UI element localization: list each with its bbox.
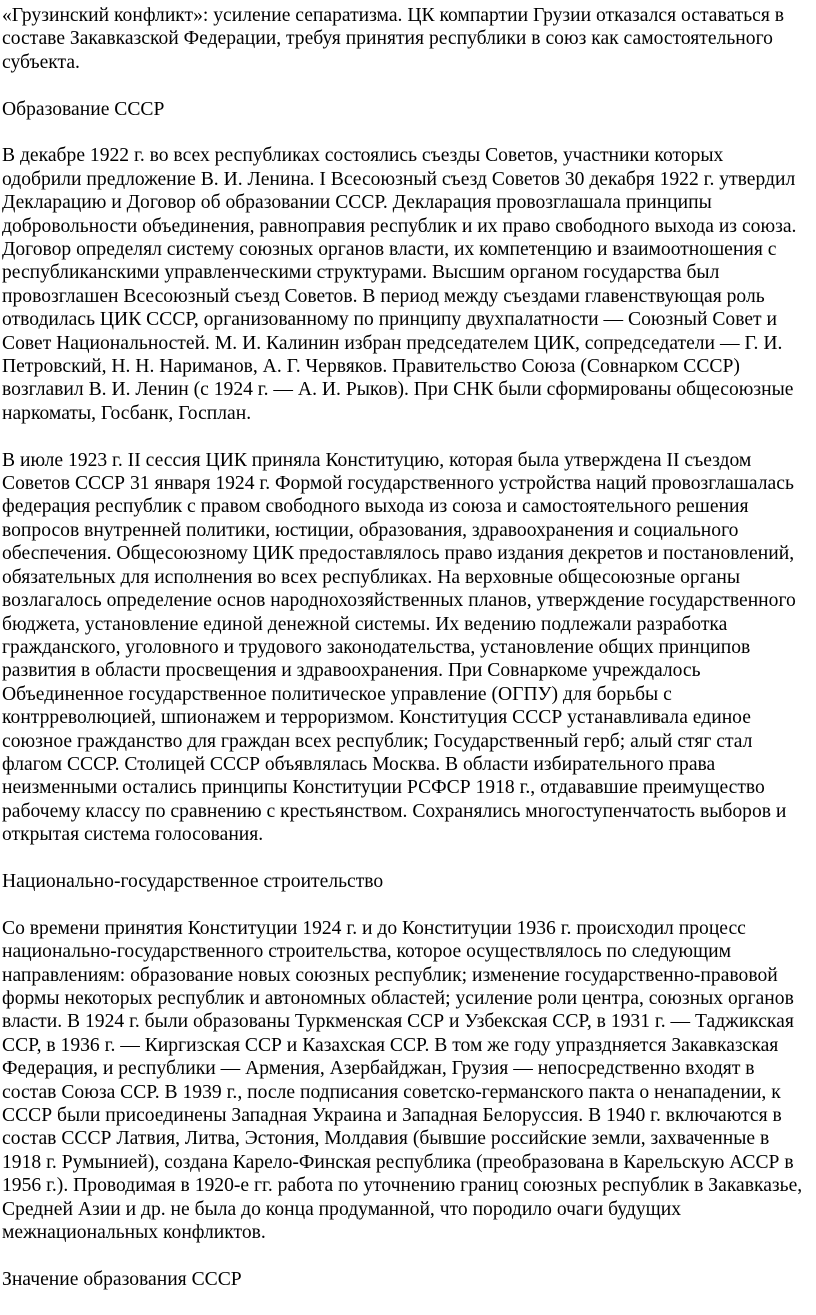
intro-paragraph: «Грузинский конфликт»: усиление сепаратизма. ЦК компартии Грузии отказался оставаться в составе Закавказской Федерации, требуя принятия республики в союз как самостоятельного субъекта. xyxy=(2,5,785,73)
document-page xyxy=(0,4,816,1315)
section-heading-formation: Образование СССР xyxy=(2,98,165,120)
section-heading-national: Национально-государственное строительство xyxy=(2,870,384,892)
national-paragraph-1: Со времени принятия Конституции 1924 г. и до Конституции 1936 г. происходил процесс национально-государственного строительства, которое осуществлялось по следующим направлениям: образование новых союзных республик; изменение государственно-правовой формы некоторых республик и автономных областей; усиление роли центра, союзных органов власти. В 1924 г. были образованы Туркменская ССР и Узбекская ССР, в 1931 г. — Таджикская ССР, в 1936 г. — Киргизская ССР и Казахская ССР. В том же году упраздняется Закавказская Федерация, и республики — Армения, Азербайджан, Грузия — непосредственно входят в состав Союза ССР. В 1939 г., после подписания советско-германского пакта о ненападении, к СССР были присоединены Западная Украина и Западная Белоруссия. В 1940 г. включаются в состав СССР Латвия, Литва, Эстония, Молдавия (бывшие российские земли, захваченные в 1918 г. Румынией), создана Карело-Финская республика (преобразована в Карельскую АССР в 1956 г.). Проводимая в 1920-е гг. работа по уточнению границ союзных республик в Закавказье, Средней Азии и др. не была до конца продуманной, что породило очаги будущих межнациональных конфликтов. xyxy=(2,917,803,1244)
formation-paragraph-2: В июле 1923 г. II сессия ЦИК приняла Конституцию, которая была утверждена II съездом Советов СССР 31 января 1924 г. Формой государственного устройства наций провозглашалась федерация республик с правом свободного выхода из союза и самостоятельного решения вопросов внутренней политики, юстиции, образования, здравоохранения и социального обеспечения. Общесоюзному ЦИК предоставлялось право издания декретов и постановлений, обязательных для исполнения во всех республиках. На верховные общесоюзные органы возлагалось определение основ народнохозяйственных планов, утверждение государственного бюджета, установление единой денежной системы. Их ведению подлежали разработка гражданского, уголовного и трудового законодательства, установление общих принципов развития в области просвещения и здравоохранения. При Совнаркоме учреждалось Объединенное государственное политическое управление (ОГПУ) для борьбы с контрреволюцией, шпионажем и терроризмом. Конституция СССР устанавливала единое союзное гражданство для граждан всех республик; Государственный герб; алый стяг стал флагом СССР. Столицей СССР объявлялась Москва. В области избирательного права неизменными остались принципы Конституции РСФСР 1918 г., отдававшие преимущество рабочему классу по сравнению с крестьянством. Сохранялись многоступенчатость выборов и открытая система голосования. xyxy=(2,449,796,846)
formation-paragraph-1: В декабре 1922 г. во всех республиках состоялись съезды Советов, участники которых одобрили предложение В. И. Ленина. I Всесоюзный съезд Советов 30 декабря 1922 г. утвердил Декларацию и Договор об образовании СССР. Декларация провозглашала принципы добровольности объединения, равноправия республик и их право свободного выхода из союза. Договор определял систему союзных органов власти, их компетенцию и взаимоотношения с республиканскими управленческими структурами. Высшим органом государства был провозглашен Всесоюзный съезд Советов. В период между съездами главенствующая роль отводилась ЦИК СССР, организованному по принципу двухпалатности — Союзный Совет и Совет Национальностей. М. И. Калинин избран председателем ЦИК, сопредседатели — Г. И. Петровский, Н. Н. Нариманов, А. Г. Червяков. Правительство Союза (Совнарком СССР) возглавил В. И. Ленин (с 1924 г. — А. И. Рыков). При СНК были сформированы общесоюзные наркоматы, Госбанк, Госплан. xyxy=(2,145,797,424)
section-heading-significance: Значение образования СССР xyxy=(2,1268,242,1290)
